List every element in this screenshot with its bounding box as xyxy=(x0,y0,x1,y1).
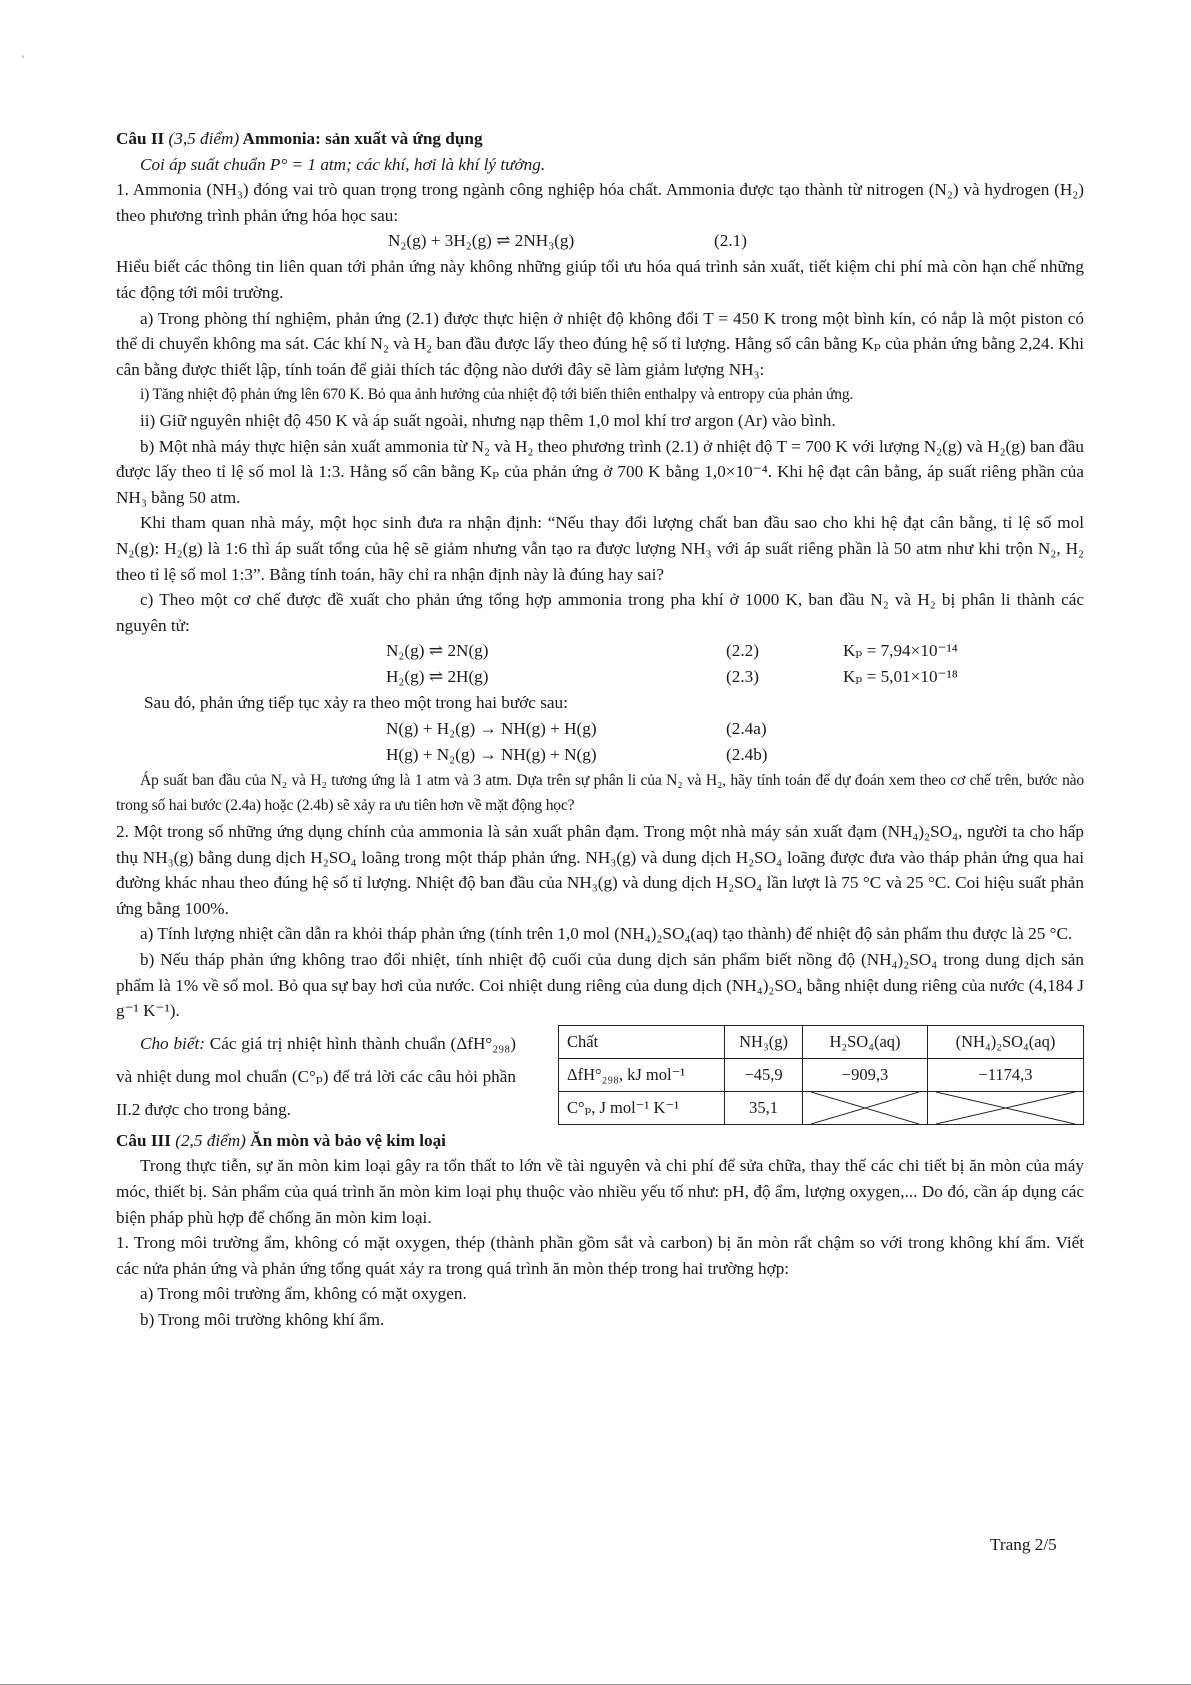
q1b-text: b) Một nhà máy thực hiện sản xuất ammonia từ N₂ và H₂ theo phương trình (2.1) ở nhiệt độ T = 700 K với lượng N₂(g) và H₂(g) ban đầu được lấy theo tỉ lệ số mol là 1:3. Hằng số cân bằng Kₚ của phản ứng ở 700 K bằng 1,0×10⁻⁴. Khi hệ đạt cân bằng, áp suất riêng phần của NH₃ bằng 50 atm. xyxy=(116,436,1084,507)
equation-2-2 xyxy=(116,638,1084,664)
given-label: Cho biết: xyxy=(140,1033,205,1053)
given-data-block xyxy=(116,1025,1084,1128)
page-content xyxy=(116,126,1084,1333)
section3-q1a: a) Trong môi trường ẩm, không có mặt oxygen. xyxy=(140,1284,467,1304)
equation-number: (2.1) xyxy=(714,231,747,251)
given-text xyxy=(116,1027,516,1126)
table-cell: NH₃(g) xyxy=(725,1025,803,1058)
equation-2-4b xyxy=(116,742,1084,768)
equation-kp: Kₚ = 7,94×10⁻¹⁴ xyxy=(843,641,958,661)
section2-heading: Câu II (3,5 điểm) Ammonia: sản xuất và ứng dụng xyxy=(116,129,483,148)
table-cell: ΔfH°₂₉₈, kJ mol⁻¹ xyxy=(559,1058,725,1091)
cross-icon xyxy=(936,1092,1075,1124)
table-row xyxy=(559,1058,1084,1091)
table-cell: Chất xyxy=(559,1025,725,1058)
section3-q1b: b) Trong môi trường không khí ẩm. xyxy=(140,1309,385,1329)
thermo-data-table xyxy=(558,1025,1084,1125)
crossed-out-cell xyxy=(802,1091,927,1124)
table-cell: H₂SO₄(aq) xyxy=(802,1025,927,1058)
q1a-text: a) Trong phòng thí nghiệm, phản ứng (2.1) được thực hiện ở nhiệt độ không đổi T = 450 K trong một bình kín, có nắp là một piston có thể di chuyển không ma sát. Các khí N₂ và H₂ ban đầu được lấy theo đúng hệ số tỉ lượng. Hằng số cân bằng Kₚ của phản ứng bằng 2,24. Khi cân bằng được thiết lập, tính toán để giải thích tác động nào dưới đây sẽ làm giảm lượng NH₃: xyxy=(116,308,1084,379)
q1b-claim: Khi tham quan nhà máy, một học sinh đưa ra nhận định: “Nếu thay đổi lượng chất ban đầu sao cho khi hệ đạt cân bằng, tỉ lệ số mol N₂(g): H₂(g) là 1:6 thì áp suất tổng của hệ sẽ giảm nhưng vẫn tạo ra được lượng NH₃ với áp suất riêng phần là 50 atm như khi trộn N₂, H₂ theo tỉ lệ số mol 1:3”. Bằng tính toán, hãy chỉ ra nhận định này là đúng hay sai? xyxy=(116,513,1084,584)
table-cell: −909,3 xyxy=(802,1058,927,1091)
table-header-row xyxy=(559,1025,1084,1058)
equation-2-1 xyxy=(116,228,1084,254)
table-row xyxy=(559,1091,1084,1124)
q2b-text: b) Nếu tháp phản ứng không trao đổi nhiệt, tính nhiệt độ cuối của dung dịch sản phẩm biết nồng độ (NH₄)₂SO₄ trong dung dịch sản phẩm là 1% về số mol. Bỏ qua sự bay hơi của nước. Coi nhiệt dung riêng của dung dịch (NH₄)₂SO₄ bằng nhiệt dung riêng của nước (4,184 J g⁻¹ K⁻¹). xyxy=(116,950,1084,1021)
table-cell: 35,1 xyxy=(725,1091,803,1124)
scan-mark: ' xyxy=(22,52,25,66)
q1c-text: c) Theo một cơ chế được đề xuất cho phản ứng tổng hợp ammonia trong pha khí ở 1000 K, ban đầu N₂ và H₂ bị phân li thành các nguyên tử: xyxy=(116,590,1084,635)
cross-icon xyxy=(811,1092,919,1124)
equation-2-3 xyxy=(116,664,1084,690)
section3-intro: Trong thực tiễn, sự ăn mòn kim loại gây ra tổn thất to lớn về tài nguyên và chi phí để sửa chữa, thay thế các chi tiết bị ăn mòn của máy móc, thiết bị. Sản phẩm của quá trình ăn mòn kim loại phụ thuộc vào nhiều yếu tố như: pH, độ ẩm, lượng oxygen,... Do đó, cần áp dụng các biện pháp phù hợp để chống ăn mòn kim loại. xyxy=(116,1156,1084,1227)
equation-text: H(g) + N₂(g) → NH(g) + N(g) xyxy=(386,744,597,764)
q1c-then: Sau đó, phản ứng tiếp tục xảy ra theo một trong hai bước sau: xyxy=(144,693,568,713)
q1a-ii: ii) Giữ nguyên nhiệt độ 450 K và áp suất ngoài, nhưng nạp thêm 1,0 mol khí trơ argon (Ar) vào bình. xyxy=(140,410,836,430)
equation-number: (2.4a) xyxy=(726,718,767,738)
q1-intro-a: 1. Ammonia (NH₃) đóng vai trò quan trọng trong ngành công nghiệp hóa chất. Ammonia được tạo thành từ nitrogen (N₂) và hydrogen (H₂) theo phương trình phản ứng hóa học sau: xyxy=(116,180,1084,225)
equation-text: N₂(g) ⇌ 2N(g) xyxy=(386,641,489,661)
q2-intro: 2. Một trong số những ứng dụng chính của ammonia là sản xuất phân đạm. Trong một nhà máy sản xuất đạm (NH₄)₂SO₄, người ta cho hấp thụ NH₃(g) bằng dung dịch H₂SO₄ loãng trong một tháp phản ứng. NH₃(g) và dung dịch H₂SO₄ loãng được đưa vào tháp phản ứng qua hai đường khác nhau theo đúng hệ số tỉ lượng. Nhiệt độ ban đầu của NH₃(g) và dung dịch H₂SO₄ lần lượt là 75 °C và 25 °C. Coi hiệu suất phản ứng bằng 100%. xyxy=(116,822,1084,918)
table-cell: C°ₚ, J mol⁻¹ K⁻¹ xyxy=(559,1091,725,1124)
table-cell: −45,9 xyxy=(725,1058,803,1091)
equation-number: (2.2) xyxy=(726,641,759,661)
q2a-text: a) Tính lượng nhiệt cần dẫn ra khỏi tháp phản ứng (tính trên 1,0 mol (NH₄)₂SO₄(aq) tạo thành) để nhiệt độ sản phẩm thu được là 25 °C. xyxy=(140,924,1073,944)
page-number: Trang 2/5 xyxy=(990,1535,1057,1554)
equation-2-4a xyxy=(116,716,1084,742)
table-cell: −1174,3 xyxy=(927,1058,1083,1091)
section2-assumption: Coi áp suất chuẩn P° = 1 atm; các khí, hơi là khí lý tưởng. xyxy=(140,154,546,174)
given-body: Các giá trị nhiệt hình thành chuẩn (ΔfH°₂₉₈) và nhiệt dung mol chuẩn (C°ₚ) để trả lời các câu hỏi phần II.2 được cho trong bảng. xyxy=(116,1033,517,1119)
section3-heading: Câu III (2,5 điểm) Ăn mòn và bảo vệ kim loại xyxy=(116,1130,446,1150)
equation-number: (2.3) xyxy=(726,667,759,687)
equation-kp: Kₚ = 5,01×10⁻¹⁸ xyxy=(843,667,958,687)
q1a-i: i) Tăng nhiệt độ phản ứng lên 670 K. Bỏ qua ảnh hưởng của nhiệt độ tới biến thiên enthalpy và entropy của phản ứng. xyxy=(140,386,854,404)
q1c-task: Áp suất ban đầu của N₂ và H₂ tương ứng là 1 atm và 3 atm. Dựa trên sự phân li của N₂ và H₂, hãy tính toán để dự đoán xem theo cơ chế trên, bước nào trong số hai bước (2.4a) hoặc (2.4b) sẽ xảy ra ưu tiên hơn về mặt động học? xyxy=(116,771,1084,815)
crossed-out-cell xyxy=(927,1091,1083,1124)
q1-intro-b: Hiểu biết các thông tin liên quan tới phản ứng này không những giúp tối ưu hóa quá trình sản xuất, tiết kiệm chi phí mà còn hạn chế những tác động tới môi trường. xyxy=(116,257,1084,302)
equation-text: H₂(g) ⇌ 2H(g) xyxy=(386,667,489,687)
equation-text: N₂(g) + 3H₂(g) ⇌ 2NH₃(g) xyxy=(388,231,575,251)
section3-q1: 1. Trong môi trường ẩm, không có mặt oxygen, thép (thành phần gồm sắt và carbon) bị ăn mòn rất chậm so với trong không khí ẩm. Viết các nửa phản ứng và phản ứng tổng quát xảy ra trong quá trình ăn mòn thép trong hai trường hợp: xyxy=(116,1233,1084,1278)
equation-number: (2.4b) xyxy=(726,744,768,764)
equation-text: N(g) + H₂(g) → NH(g) + H(g) xyxy=(386,718,597,738)
table-cell: (NH₄)₂SO₄(aq) xyxy=(927,1025,1083,1058)
